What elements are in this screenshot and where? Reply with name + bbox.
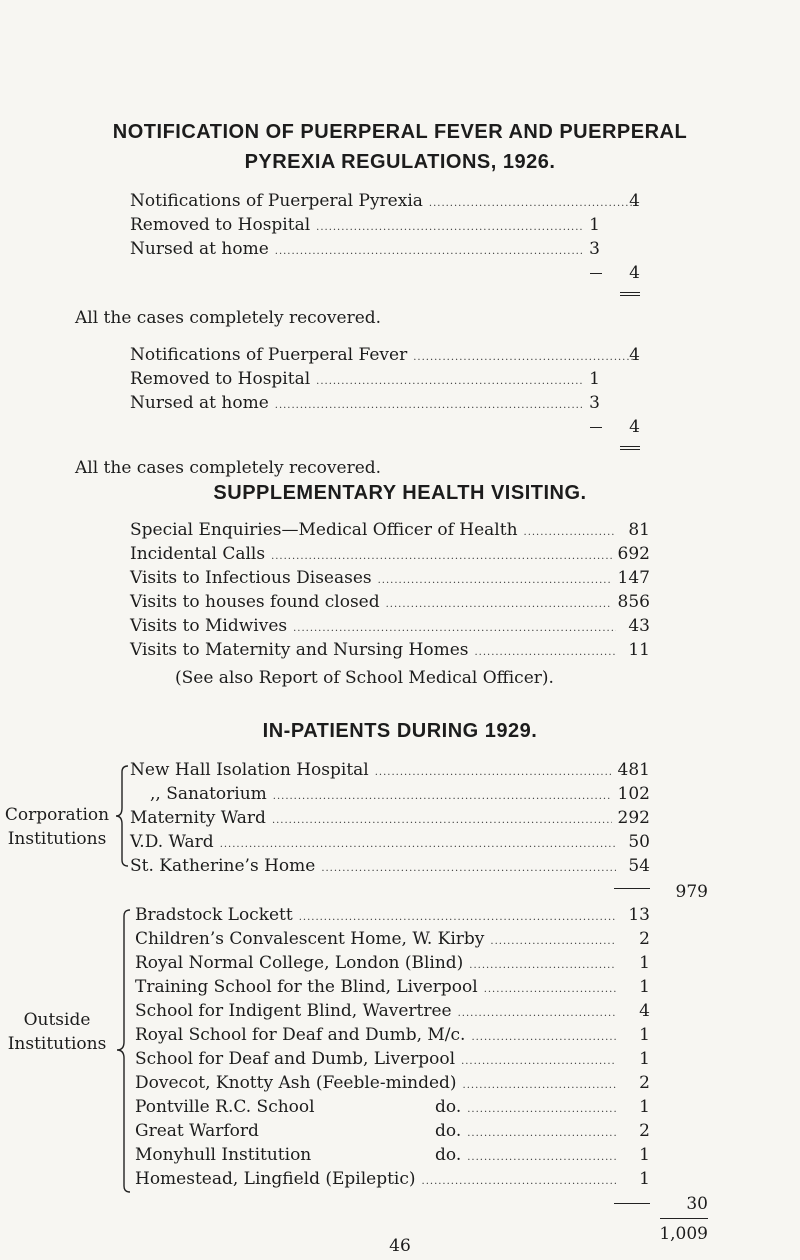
outside-row: Bradstock Lockett ..... 13	[135, 903, 650, 930]
inpatients-heading: IN-PATIENTS DURING 1929.	[262, 720, 538, 742]
outside-row: Training School for the Blind, Liverpool ..... 1	[135, 975, 650, 1002]
supplementary-heading: SUPPLEMENTARY HEALTH VISITING.	[213, 482, 587, 504]
fever-note: All the cases completely recovered.	[75, 458, 382, 478]
supplementary-note: (See also Report of School Medical Officer).	[175, 668, 554, 688]
fever-value: 4	[629, 345, 640, 365]
pyrexia-total: 4	[629, 263, 640, 283]
rule	[614, 888, 650, 889]
double-rule	[620, 446, 640, 447]
corporation-row: ,, Sanatorium ..... 102	[130, 782, 650, 809]
outside-subtotal: 30	[686, 1194, 708, 1214]
fever-row: Removed to Hospital .....	[130, 367, 590, 394]
pyrexia-row: Nursed at home .....	[130, 237, 590, 264]
pyrexia-value: 3	[589, 239, 600, 259]
pyrexia-value: 4	[629, 191, 640, 211]
grand-total: 1,009	[659, 1224, 708, 1244]
supplementary-row: Visits to Maternity and Nursing Homes ..... 11	[130, 638, 650, 665]
outside-row: School for Indigent Blind, Wavertree ..... 4	[135, 999, 650, 1026]
brace-icon	[112, 908, 132, 1194]
fever-value: 1	[589, 369, 600, 389]
supplementary-row: Special Enquiries—Medical Officer of Health ..... 81	[130, 518, 650, 545]
page-title-line-2: PYREXIA REGULATIONS, 1926.	[244, 151, 556, 173]
fever-row: Notifications of Puerperal Fever .....	[130, 343, 640, 370]
outside-label-2: Institutions	[7, 1034, 107, 1054]
outside-row: Great Warford do. ..... 2	[135, 1119, 650, 1146]
outside-row: Children’s Convalescent Home, W. Kirby ..... 2	[135, 927, 650, 954]
outside-row: Homestead, Lingfield (Epileptic) ..... 1	[135, 1167, 650, 1194]
supplementary-row: Visits to Infectious Diseases ..... 147	[130, 566, 650, 593]
outside-row: Monyhull Institution do. ..... 1	[135, 1143, 650, 1170]
double-rule	[620, 292, 640, 293]
corporation-row: St. Katherine’s Home ..... 54	[130, 854, 650, 881]
outside-row: Royal School for Deaf and Dumb, M/c. ..... 1	[135, 1023, 650, 1050]
outside-row: Dovecot, Knotty Ash (Feeble-minded) ..... 2	[135, 1071, 650, 1098]
pyrexia-note: All the cases completely recovered.	[75, 308, 382, 328]
fever-total: 4	[629, 417, 640, 437]
supplementary-row: Visits to houses found closed ..... 856	[130, 590, 650, 617]
supplementary-row: Visits to Midwives ..... 43	[130, 614, 650, 641]
supplementary-row: Incidental Calls ..... 692	[130, 542, 650, 569]
rule	[614, 1203, 650, 1204]
corporation-row: Maternity Ward ..... 292	[130, 806, 650, 833]
outside-label: Outside	[23, 1010, 91, 1030]
outside-row: Pontville R.C. School do. ..... 1	[135, 1095, 650, 1122]
fever-row: Nursed at home .....	[130, 391, 590, 418]
fever-value: 3	[589, 393, 600, 413]
outside-row: Royal Normal College, London (Blind) ..... 1	[135, 951, 650, 978]
rule	[660, 1218, 708, 1219]
corporation-row: V.D. Ward ..... 50	[130, 830, 650, 857]
outside-row: School for Deaf and Dumb, Liverpool ..... 1	[135, 1047, 650, 1074]
brace-icon	[112, 764, 132, 868]
page-number: 46	[389, 1236, 411, 1256]
corporation-subtotal: 979	[675, 882, 708, 902]
pyrexia-row: Notifications of Puerperal Pyrexia .....	[130, 189, 640, 216]
corporation-label-2: Institutions	[7, 829, 107, 849]
corporation-row: New Hall Isolation Hospital ..... 481	[130, 758, 650, 785]
pyrexia-row: Removed to Hospital .....	[130, 213, 590, 240]
corporation-label: Corporation	[4, 805, 110, 825]
page-title-line-1: NOTIFICATION OF PUERPERAL FEVER AND PUERPERAL	[112, 121, 688, 143]
pyrexia-value: 1	[589, 215, 600, 235]
